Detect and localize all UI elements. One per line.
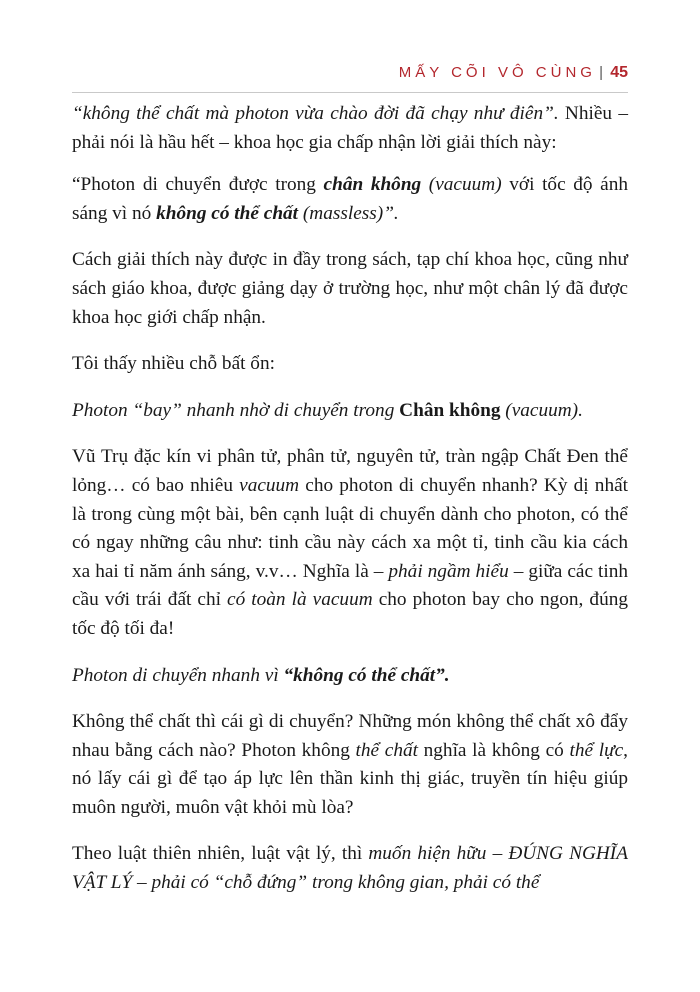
italic-run: muốn hiện hữu – ĐÚNG NGHĨA VẬT LÝ – phải có “chỗ đứng” trong không gian, phải có thể — [72, 843, 628, 894]
italic-run: thể chất — [355, 739, 418, 761]
text-run: nghĩa là không có — [417, 739, 570, 761]
text-run: cho photon di chuyển nhanh? Kỳ dị nhất là trong cùng một bài, bên cạnh luật di chuyển dành cho photon, có thể có ngay những câu như: tinh cầu này cách xa một tỉ, tinh cầu kia cách xa hai tỉ năm ánh sáng, v.v… Nghĩa là — [72, 474, 629, 582]
italic-run: – phải ngầm hiểu – — [373, 560, 524, 582]
italic-run: có toàn là vacuum — [227, 589, 373, 611]
text-run: với tốc độ ánh sáng vì nó — [72, 174, 628, 224]
italic-run: Photon “bay” nhanh nhờ di chuyển trong — [72, 399, 400, 421]
header-line — [399, 64, 628, 82]
italic-run: (vacuum) — [421, 174, 502, 196]
page-number: 45 — [610, 64, 628, 81]
italic-run: (vacuum). — [500, 399, 583, 421]
paragraph-3: Cách giải thích này được in đầy trong sách, tạp chí khoa học, cũng như sách giáo khoa, được giảng dạy ở trường học, như một chân lý đã được khoa học giới chấp nhận. — [72, 249, 628, 328]
italic-run: (massless)”. — [298, 202, 399, 224]
text-run: cho photon bay cho ngon, đúng tốc độ tối đa! — [72, 589, 628, 639]
italic-run: Photon di chuyển nhanh vì — [72, 664, 284, 686]
text-run: , nó lấy cái gì để tạo áp lực lên thần kinh thị giác, truyền tín hiệu giúp muôn người, muôn vật khỏi mù lòa? — [72, 739, 628, 818]
emphasis-massless: không có thể chất — [156, 202, 299, 224]
paragraph-5-heading — [72, 397, 628, 426]
text-run: giữa các tinh cầu với trái đất chỉ — [72, 560, 628, 611]
italic-run: thể lực — [569, 739, 624, 761]
text-run: “Photon di chuyển được trong — [72, 174, 324, 196]
paragraph-2-quote — [72, 171, 628, 228]
header-separator: | — [599, 64, 604, 81]
running-header — [72, 58, 628, 93]
paragraph-4: Tôi thấy nhiều chỗ bất ổn: — [72, 353, 275, 375]
emphasis-chan-khong: Chân không — [399, 399, 501, 421]
text-run: Vũ Trụ đặc kín vi phân tử, phân tử, nguyên tử, tràn ngập Chất Đen thể lỏng… có bao nhiêu — [72, 446, 628, 496]
text-run: Theo luật thiên nhiên, luật vật lý, thì — [72, 843, 369, 865]
quote-italic: “không thể chất mà photon vừa chào đời đã chạy như điên”. — [72, 103, 559, 124]
book-title: MẤY CÕI VÔ CÙNG — [398, 64, 596, 81]
paragraph-9 — [72, 840, 628, 897]
text-run: Không thể chất thì cái gì di chuyển? Những món không thể chất xô đẩy nhau bằng cách nào? Photon không — [72, 711, 628, 761]
paragraph-1 — [72, 100, 628, 157]
paragraph-7-heading — [72, 662, 628, 691]
paragraph-8 — [72, 708, 628, 822]
emphasis-vacuum: chân không — [323, 174, 422, 196]
italic-run: vacuum — [239, 474, 300, 496]
emphasis-massless: “không có thể chất”. — [283, 664, 450, 686]
paragraph-1-text: Nhiều – phải nói là hầu hết – khoa học gia chấp nhận lời giải thích này: — [72, 103, 628, 153]
page-body — [72, 100, 628, 916]
paragraph-6 — [72, 443, 628, 643]
